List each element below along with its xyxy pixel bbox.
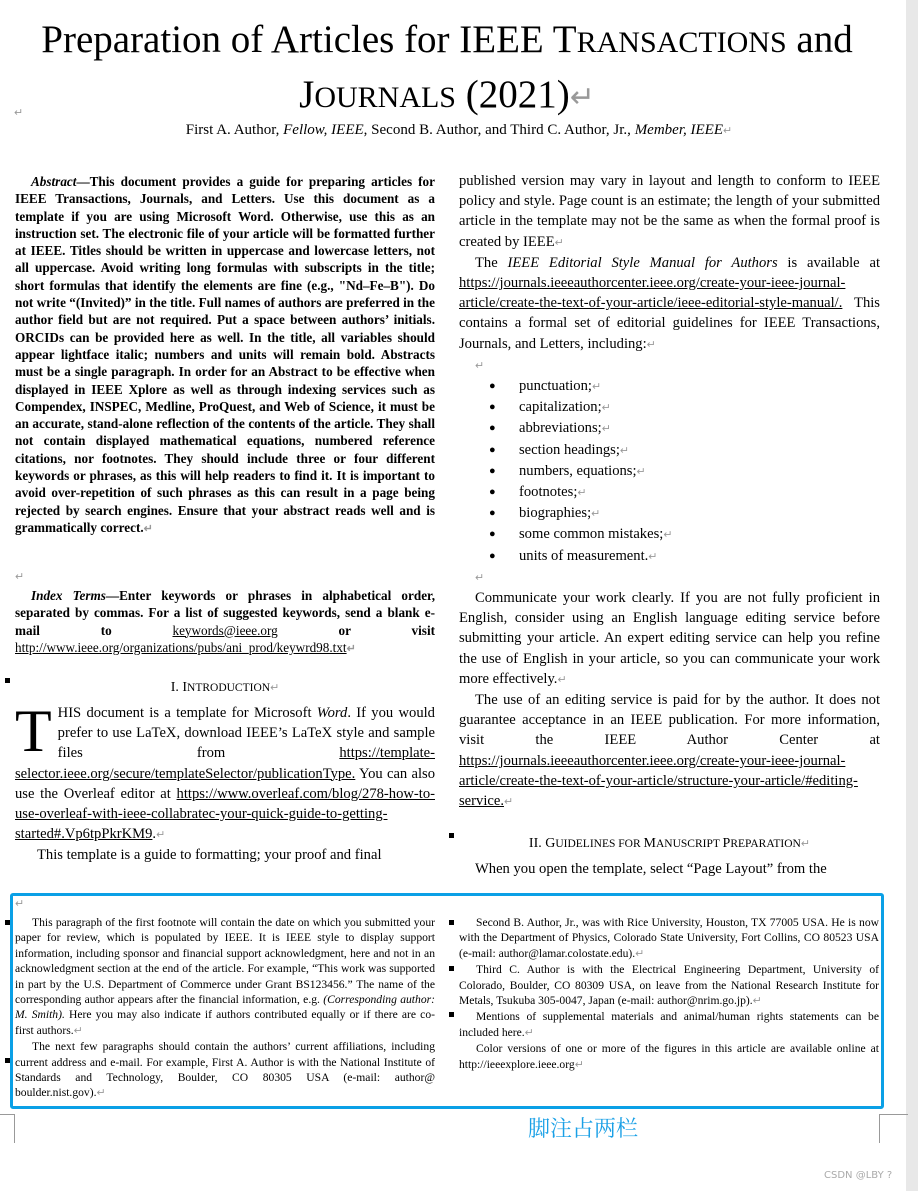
text-span — [459, 859, 880, 879]
text-span: Second B. Author, Jr., was with Rice University, Houston, TX 77005 USA. He is now with the Department of Physics, Colorado State University, Fort Collins, CO 80523 USA (e-mail: author@lamar.colostate.edu). — [459, 916, 879, 960]
paragraph-mark: ↵ — [475, 571, 485, 584]
text-span: II. G — [528, 836, 556, 852]
paragraph-mark: ↵ — [569, 81, 595, 114]
text-span: and — [786, 18, 853, 61]
text-span: Color versions of one or more of the figures in this article are available online at http://ieeexplore.ieee.org — [459, 1042, 879, 1071]
text-span: UIDELINES FOR — [555, 838, 644, 851]
text-span: J — [299, 73, 315, 116]
text-span: biographies; — [519, 505, 592, 522]
text-span: Word — [316, 705, 348, 721]
paragraph-mark: ↵ — [646, 338, 656, 351]
scrollbar[interactable] — [906, 0, 918, 1191]
paragraph-mark: ↵ — [752, 995, 762, 1008]
page-corner-mark — [879, 1114, 908, 1143]
paragraph-mark: ↵ — [14, 107, 24, 119]
template-selector-link[interactable]: https://template-selector.ieee.org/secure/templateSelector/publicationType. — [15, 745, 435, 782]
text-span: (Corresponding author: M. Smith). — [15, 993, 435, 1022]
list-item — [489, 376, 880, 397]
text-span — [459, 355, 880, 376]
text-span: Here you may also indicate if authors contributed equally or if there are co-first authors. — [15, 1008, 435, 1037]
text-span: section headings; — [519, 441, 620, 458]
text-span: numbers, equations; — [519, 462, 637, 479]
abstract — [15, 173, 435, 538]
text-span: Index Terms — [31, 588, 106, 603]
guideline-list — [459, 376, 880, 567]
right-column — [459, 171, 880, 879]
paragraph-mark: ↵ — [800, 838, 811, 851]
text-span: M — [643, 836, 656, 852]
text-span: When you open the template, select “Page Layout” from the — [475, 860, 827, 877]
overleaf-link[interactable]: https://www.overleaf.com/blog/278-how-to-use-overleaf-with-ieee-collabratec-your-quick-guide-to-getting-started#.Vp6tpPkrKM9 — [15, 785, 435, 843]
list-item — [489, 503, 880, 524]
style-manual-link[interactable]: https://journals.ieeeauthorcenter.ieee.org/create-your-ieee-journal-article/create-the-text-of-your-article/ieee-editorial-style-manual/. — [459, 275, 846, 312]
text-span: punctuation; — [519, 378, 592, 395]
text-span: Abstract — [31, 174, 77, 189]
text-span: The — [475, 254, 508, 271]
paragraph-mark: ↵ — [591, 508, 601, 521]
text-span: abbreviations; — [519, 420, 602, 437]
anchor-marker — [5, 678, 10, 683]
anchor-marker — [449, 833, 454, 838]
text-span: —This document provides a guide for preparing articles for IEEE Transactions, Journals, and Letters. Use this document as a template if you are using Microsoft Word. Otherwise, use this as an instruction set. The electronic file of your article will be formatted further at IEEE. Titles should be written in uppercase and lowercase letters, not all uppercase. Avoid writing long formulas with subscripts in the title; short formulas that identify the elements are fine (e.g., "Nd–Fe–B"). Do not write “(Invited)” in the title. Full names of authors are preferred in the author field but are not required. Put a space between authors’ initials. ORCIDs can be provided here as well. In the title, all variables should appear lightface italic; numbers and units will remain bold. Abstracts must be a single paragraph. In order for an Abstract to be effective when displayed in IEEE Xplore as well as through indexing services such as Compendex, INSPEC, Medline, ProQuest, and Web of Science, it must be an accurate, stand-alone reflection of the contents of the article. They shall not contain displayed mathematical equations, numbered reference citations, nor footnotes. They should include three or four different keywords or phrases, as this will help readers to find it. It is important to avoid over-repetition of such phrases as this can result in a page being rejected by search engines. Ensure that your abstract reads well and is grammatically correct. — [15, 174, 435, 535]
paragraph-mark: ↵ — [156, 829, 166, 842]
text-span: —Enter keywords or phrases in alphabetical order, separated by commas. For a list of suggested keywords, send a blank e-mail to — [15, 588, 435, 638]
section-heading-introduction — [15, 678, 435, 698]
text-span: some common mistakes; — [519, 526, 664, 543]
text-span: Third C. Author is with the Electrical Engineering Department, University of Colorado, Boulder, CO 80309 USA, on leave from the National Research Institute for Metals, Tsukuba 305-0047, Japan (e-mail: author@nrim.go.jp). — [459, 963, 879, 1008]
text-span: This template is a guide to formatting; your proof and final — [37, 847, 382, 864]
paragraph-mark: ↵ — [723, 125, 733, 137]
annotation-caption: 脚注占两栏 — [528, 1117, 639, 1142]
paragraph-mark: ↵ — [524, 1026, 534, 1039]
text-span — [0, 69, 894, 124]
text-span: NTRODUCTION — [187, 682, 271, 694]
paragraph-mark: ↵ — [15, 571, 25, 583]
text-span — [459, 588, 880, 690]
paragraph-mark: ↵ — [15, 898, 25, 910]
page-corner-mark — [0, 1114, 15, 1143]
list-item — [489, 418, 880, 439]
email-link[interactable]: keywords@ieee.org — [172, 622, 278, 638]
text-span: The next few paragraphs should contain the authors’ current affiliations, including current address and e-mail. For example, First A. Author is with the National Institute of Standards and Technology, Boulder, CO 80305 USA (e-mail: author@ boulder.nist.gov). — [15, 1040, 435, 1100]
drop-cap: T — [15, 698, 52, 764]
paragraph-mark: ↵ — [73, 1024, 83, 1037]
list-item — [489, 524, 880, 545]
paragraph-mark: ↵ — [577, 487, 587, 500]
paragraph-mark: ↵ — [554, 236, 564, 249]
paragraph-mark: ↵ — [143, 522, 153, 535]
list-item — [489, 440, 880, 461]
footnote-highlight-box — [10, 893, 884, 1109]
text-span: REPARATION — [730, 838, 801, 851]
text-span — [459, 171, 880, 253]
index-terms — [15, 587, 435, 658]
text-span: OURNALS — [314, 81, 456, 114]
document-title — [0, 14, 894, 124]
paragraph-mark: ↵ — [475, 359, 485, 372]
text-span: I. I — [170, 680, 188, 695]
text-span — [0, 14, 894, 69]
list-item — [489, 482, 880, 503]
text-span: capitalization; — [519, 399, 602, 416]
paragraph-mark: ↵ — [270, 682, 280, 694]
paragraph-mark: ↵ — [636, 465, 646, 478]
text-span: The use of an editing service is paid for by the author. It does not guarantee acceptance in an IEEE publication. For more information, visit the IEEE Author Center at — [459, 692, 880, 749]
text-span: Member, IEEE — [634, 122, 723, 138]
paragraph-mark: ↵ — [635, 947, 645, 960]
text-span: IEEE Editorial Style Manual for Authors — [507, 254, 778, 271]
text-span: This paragraph of the first footnote will contain the date on which you submitted your paper for review, which is populated by IEEE. It is IEEE style to display support information, including sponsor and financial support acknowledgment, here and not in an acknowledgment section at the end of the article. For example, “This work was supported in part by the U.S. Department of Commerce under Grant BS123456.” The name of the corresponding author appears after the financial information, e.g. — [15, 916, 435, 1007]
text-span — [459, 253, 880, 355]
text-span: RANSACTIONS — [576, 26, 787, 59]
text-span: (2021) — [456, 73, 570, 116]
text-span — [15, 845, 435, 865]
text-span — [15, 698, 435, 845]
paragraph-mark: ↵ — [648, 550, 658, 563]
list-item — [489, 546, 880, 567]
text-span: , Second B. Author, and Third C. Author, Jr., — [363, 122, 635, 138]
paragraph-mark: ↵ — [346, 642, 356, 655]
text-span: . — [152, 826, 157, 843]
text-span — [459, 567, 880, 588]
text-span: units of measurement. — [519, 547, 649, 564]
text-span: is available at — [777, 254, 880, 271]
text-span: Communicate your work clearly. If you are not fully proficient in English, consider using an English language editing service before submitting your article. An expert editing service can help you refine the use of English in your article, so you can communicate your work more effectively. — [459, 590, 880, 687]
introduction-body — [15, 698, 435, 866]
paragraph-mark: ↵ — [663, 529, 673, 542]
text-span: ANUSCRIPT — [655, 838, 723, 851]
list-item — [489, 461, 880, 482]
text-span: Fellow, IEEE — [283, 122, 364, 138]
text-span — [459, 690, 880, 812]
text-span — [15, 173, 435, 538]
text-span: P — [722, 836, 731, 852]
paragraph-mark: ↵ — [574, 1058, 584, 1071]
editing-service-link[interactable]: https://journals.ieeeauthorcenter.ieee.org/create-your-ieee-journal-article/create-the-text-of-your-article/structure-your-article/#editing-service. — [459, 752, 858, 810]
watermark: CSDN @LBY ? — [824, 1170, 893, 1181]
text-span — [15, 587, 435, 658]
paragraph-mark: ↵ — [601, 423, 611, 436]
paragraph-mark: ↵ — [503, 796, 514, 809]
keywords-link[interactable]: http://www.ieee.org/organizations/pubs/ani_prod/keywrd98.txt — [15, 639, 347, 655]
text-span: . If you would prefer to use LaTeX, download IEEE’s LaTeX style and sample files from — [57, 705, 435, 762]
text-span: Preparation of Articles for IEEE T — [41, 18, 577, 61]
author-line — [0, 122, 918, 139]
text-span: or visit — [277, 622, 435, 638]
text-span: You can also use the Overleaf editor at — [15, 765, 435, 802]
text-span: Mentions of supplemental materials and animal/human rights statements can be included here. — [459, 1010, 879, 1039]
text-span: footnotes; — [519, 484, 578, 501]
list-item — [489, 397, 880, 418]
text-span: This contains a formal set of editorial guidelines for IEEE Transactions, Journals, and Letters, including: — [459, 295, 880, 352]
paragraph-mark: ↵ — [601, 402, 611, 415]
paragraph-mark: ↵ — [619, 444, 630, 457]
paragraph-mark: ↵ — [96, 1087, 106, 1100]
section-heading-guidelines — [459, 834, 880, 854]
text-span: published version may vary in layout and length to conform to IEEE policy and style. Page count is an estimate; the length of your submitted article in the template may not be the same as when the formal proof is created by IEEE — [459, 173, 880, 250]
paragraph-mark: ↵ — [557, 673, 567, 686]
paragraph-mark: ↵ — [591, 381, 602, 394]
text-span: HIS document is a template for Microsoft — [57, 705, 317, 721]
text-span: First A. Author, — [185, 122, 284, 138]
